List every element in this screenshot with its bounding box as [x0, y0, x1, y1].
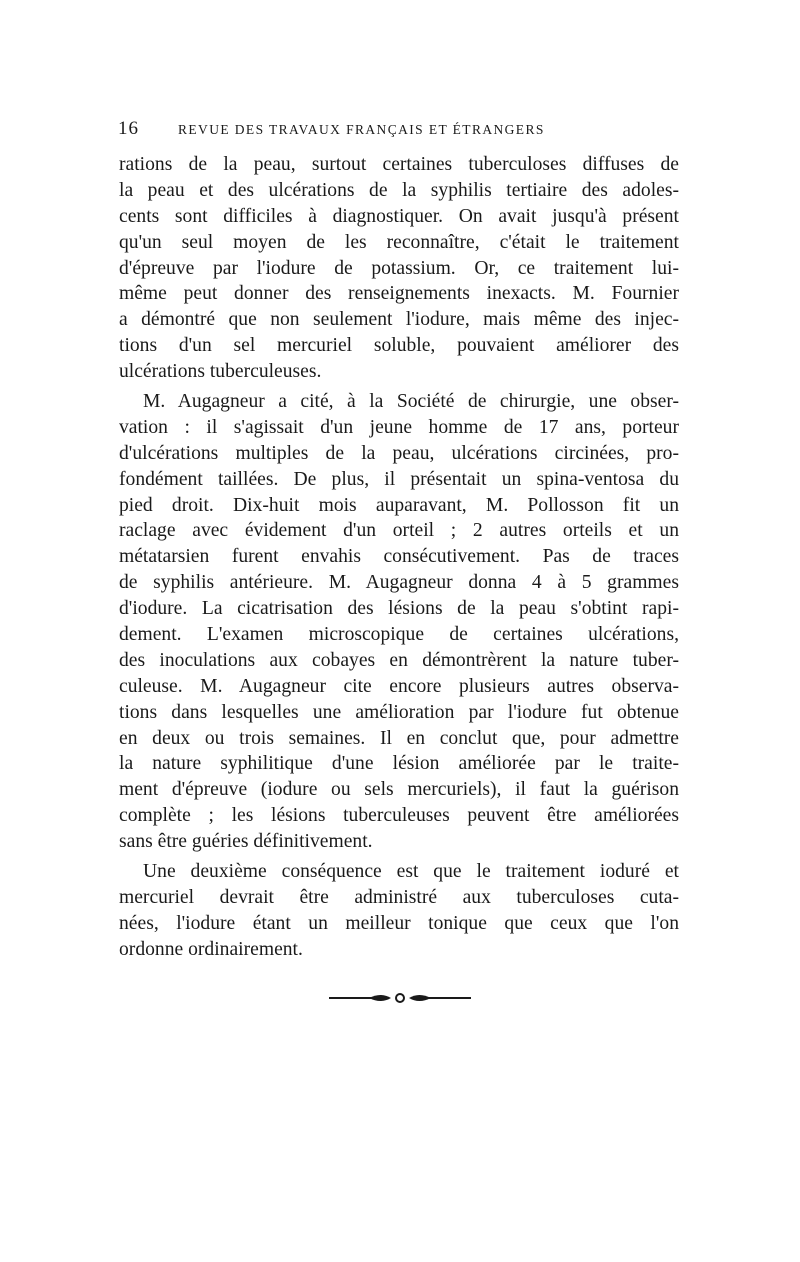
text-line: complète ; les lésions tuberculeuses peuvent être améliorées: [119, 805, 679, 827]
text-line: rations de la peau, surtout certaines tuberculoses diffuses de: [119, 154, 679, 175]
text-line: même peut donner des renseignements inexacts. M. Fournier: [119, 283, 679, 305]
text-line: d'épreuve par l'iodure de potassium. Or, ce traitement lui-: [119, 257, 679, 279]
text-line: pied droit. Dix-huit mois auparavant, M. Pollosson fit un: [119, 494, 679, 516]
page-number: 16: [118, 118, 139, 139]
text-line: nées, l'iodure étant un meilleur tonique que ceux que l'on: [119, 912, 679, 934]
text-line: Une deuxième conséquence est que le traitement ioduré et: [143, 861, 679, 883]
paragraph-2: [119, 389, 679, 855]
text-line: d'iodure. La cicatrisation des lésions de la peau s'obtint rapi-: [119, 598, 679, 620]
text-line: qu'un seul moyen de les reconnaître, c'était le traitement: [119, 231, 679, 253]
paragraph-1: [119, 152, 679, 385]
text-line: a démontré que non seulement l'iodure, mais même des injec-: [119, 309, 679, 331]
body-text: [119, 152, 679, 963]
text-line: tions dans lesquelles une amélioration par l'iodure fut obtenue: [119, 701, 679, 723]
text-line: vation : il s'agissait d'un jeune homme de 17 ans, porteur: [119, 416, 679, 438]
page-header: [118, 118, 678, 138]
text-line: des inoculations aux cobayes en démontrèrent la nature tuber-: [119, 649, 679, 671]
text-line: mercuriel devrait être administré aux tuberculoses cuta-: [119, 886, 679, 908]
paragraph-3: [119, 859, 679, 963]
text-line: cents sont difficiles à diagnostiquer. On avait jusqu'à présent: [119, 205, 679, 227]
text-line: en deux ou trois semaines. Il en conclut que, pour admettre: [119, 727, 679, 749]
running-head: REVUE DES TRAVAUX FRANÇAIS ET ÉTRANGERS: [178, 122, 545, 137]
text-line: ulcérations tuberculeuses.: [119, 361, 322, 383]
text-line: fondément taillées. De plus, il présentait un spina-ventosa du: [119, 468, 679, 490]
text-line: culeuse. M. Augagneur cite encore plusieurs autres observa-: [119, 675, 679, 697]
fleuron-rule-ornament-icon: [329, 990, 471, 1006]
text-line: la nature syphilitique d'une lésion améliorée par le traite-: [119, 753, 679, 775]
text-line: ment d'épreuve (iodure ou sels mercuriels), il faut la guérison: [119, 779, 679, 801]
text-line: sans être guéries définitivement.: [119, 831, 373, 853]
text-line: d'ulcérations multiples de la peau, ulcérations circinées, pro-: [119, 442, 679, 464]
text-line: tions d'un sel mercuriel soluble, pouvaient améliorer des: [119, 335, 679, 357]
text-line: raclage avec évidement d'un orteil ; 2 autres orteils et un: [119, 520, 679, 542]
text-line: dement. L'examen microscopique de certaines ulcérations,: [119, 624, 679, 646]
text-line: métatarsien furent envahis consécutivement. Pas de traces: [119, 546, 679, 568]
text-line: M. Augagneur a cité, à la Société de chirurgie, une obser-: [143, 391, 679, 413]
text-line: ordonne ordinairement.: [119, 938, 303, 960]
text-line: de syphilis antérieure. M. Augagneur donna 4 à 5 grammes: [119, 572, 679, 594]
text-line: la peau et des ulcérations de la syphilis tertiaire des adoles-: [119, 179, 679, 201]
